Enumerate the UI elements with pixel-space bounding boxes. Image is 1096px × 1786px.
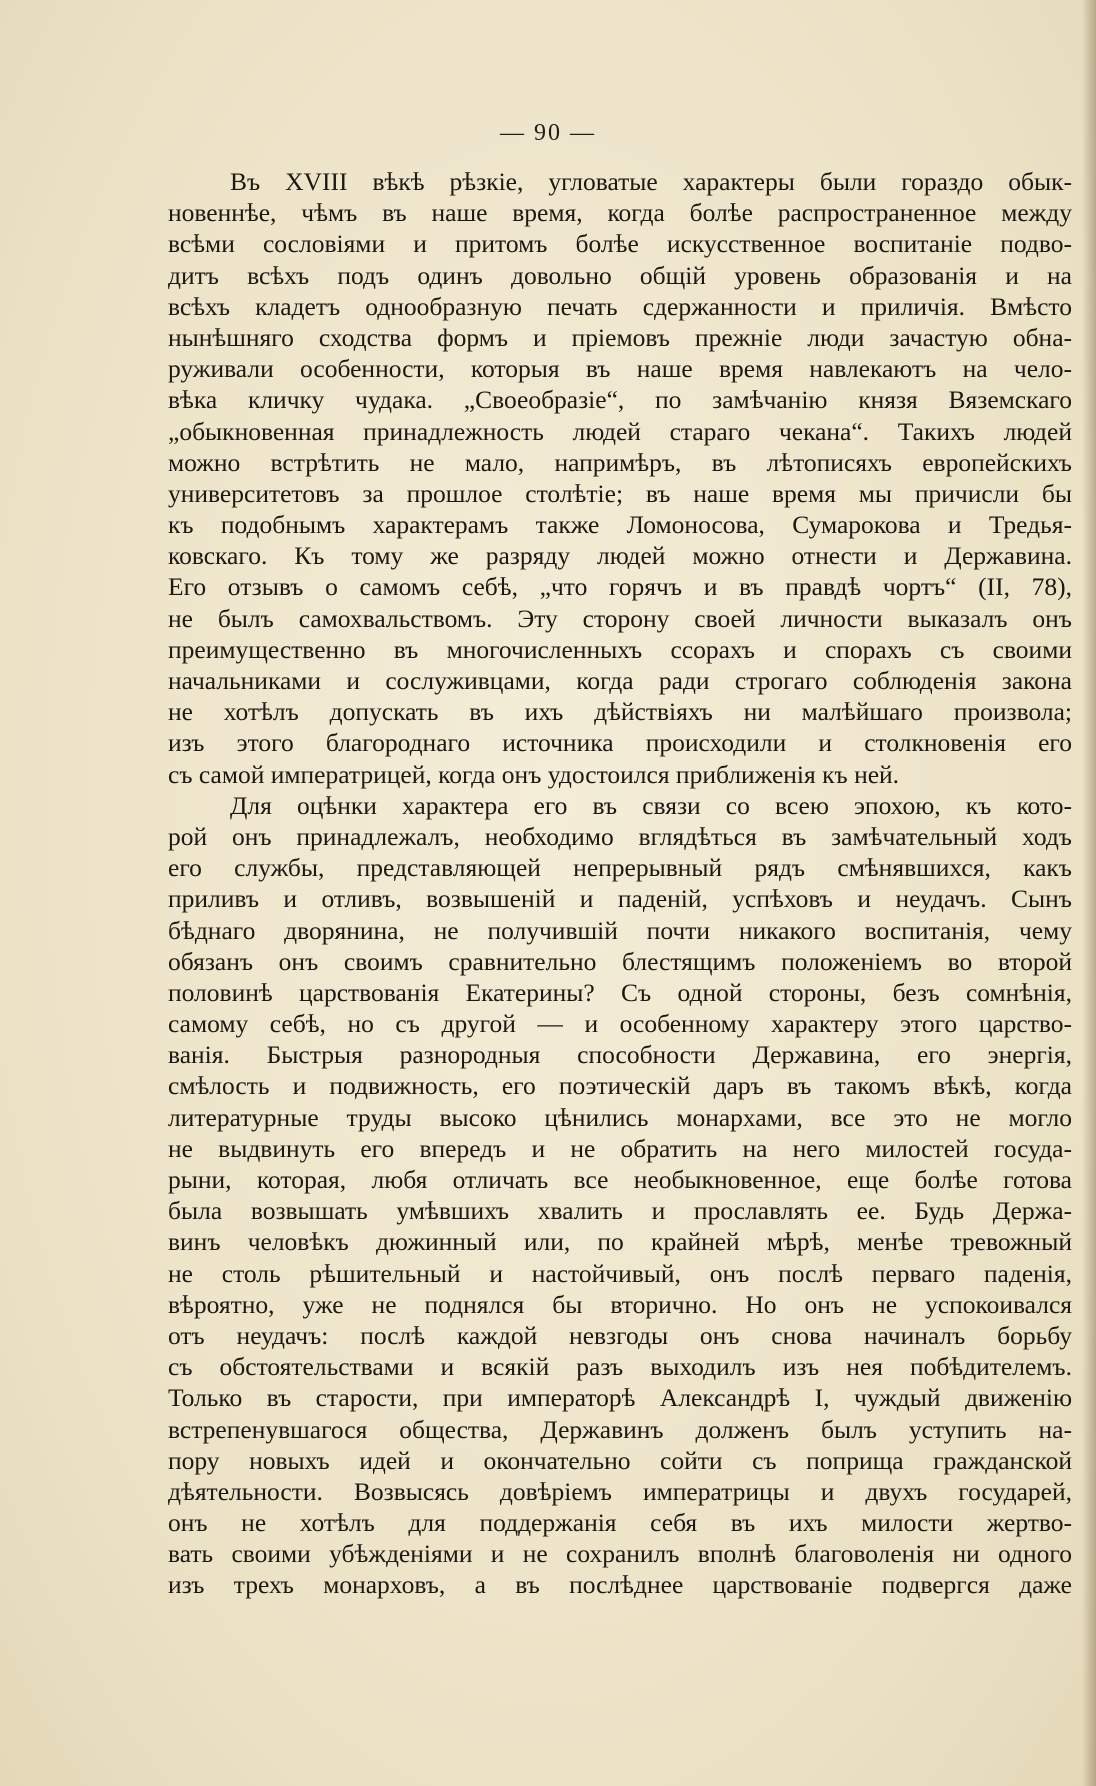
text-line: всѣхъ кладетъ однообразную печать сдержанности и приличія. Вмѣсто [168, 291, 1072, 321]
text-line: Его отзывъ о самомъ себѣ, „что горячъ и въ правдѣ чортъ“ (II, 78), [168, 572, 1072, 602]
text-line: пору новыхъ идей и окончательно сойти съ поприща гражданской [168, 1445, 1072, 1475]
text-line: ковскаго. Къ тому же разряду людей можно отнести и Державина. [168, 541, 1072, 571]
text-line: ванія. Быстрыя разнородныя способности Державина, его энергія, [168, 1040, 1072, 1070]
text-line: дѣятельности. Возвысясь довѣріемъ императрицы и двухъ государей, [168, 1476, 1072, 1506]
text-line: изъ этого благороднаго источника происходили и столкновенія его [168, 728, 1072, 758]
text-line: Только въ старости, при императорѣ Александрѣ I, чуждый движенію [168, 1383, 1072, 1413]
text-line: не хотѣлъ допускать въ ихъ дѣйствіяхъ ни малѣйшаго произвола; [168, 697, 1072, 727]
text-line: вѣроятно, уже не поднялся бы вторично. Но онъ не успокоивался [168, 1289, 1072, 1319]
text-line: была возвышать умѣвшихъ хвалить и прославлять ее. Будь Держа- [168, 1196, 1072, 1226]
paragraph-2 [168, 790, 1072, 1601]
text-line: нынѣшняго сходства формъ и пріемовъ прежніе люди зачастую обна- [168, 322, 1072, 352]
text-line: вать своими убѣжденіями и не сохранилъ вполнѣ благоволенія ни одного [168, 1539, 1072, 1569]
text-line: новеннѣе, чѣмъ въ наше время, когда болѣе распространенное между [168, 198, 1072, 228]
text-line: всѣми сословіями и притомъ болѣе искусственное воспитаніе подво- [168, 229, 1072, 259]
text-line: рой онъ принадлежалъ, необходимо вглядѣться въ замѣчательный ходъ [168, 821, 1072, 851]
text-line: Въ XVIII вѣкѣ рѣзкіе, угловатые характеры были гораздо обык- [230, 167, 1072, 196]
text-line: съ самой императрицей, когда онъ удостоился приближенія къ ней. [168, 759, 900, 789]
text-line: Для оцѣнки характера его въ связи со всею эпохою, къ кото- [230, 790, 1072, 820]
text-line: онъ не хотѣлъ для поддержанія себя въ ихъ милости жертво- [168, 1508, 1072, 1538]
text-line: обязанъ онъ своимъ сравнительно блестящимъ положеніемъ во второй [168, 946, 1072, 976]
text-line: можно встрѣтить не мало, напримѣръ, въ лѣтописяхъ европейскихъ [168, 447, 1072, 477]
paragraph-1 [168, 166, 1072, 790]
text-line: самому себѣ, но съ другой — и особенному характеру этого царство- [168, 1009, 1072, 1039]
page-number: — 90 — [500, 120, 596, 146]
text-line: руживали особенности, которыя въ наше время навлекаютъ на чело- [168, 354, 1072, 384]
text-line: не столь рѣшительный и настойчивый, онъ послѣ перваго паденія, [168, 1258, 1072, 1288]
text-line: половинѣ царствованія Екатерины? Съ одной стороны, безъ сомнѣнія, [168, 977, 1072, 1007]
text-line: отъ неудачъ: послѣ каждой невзгоды онъ снова начиналъ борьбу [168, 1320, 1072, 1350]
text-line: винъ человѣкъ дюжинный или, по крайней мѣрѣ, менѣе тревожный [168, 1227, 1072, 1257]
text-line: смѣлость и подвижность, его поэтическій даръ въ такомъ вѣкѣ, когда [168, 1071, 1072, 1101]
text-line: бѣднаго дворянина, не получившій почти никакого воспитанія, чему [168, 915, 1072, 945]
page-edge-shadow [1082, 0, 1096, 1786]
text-line: начальниками и сослуживцами, когда ради строгаго соблюденія закона [168, 666, 1072, 695]
text-line: университетовъ за прошлое столѣтіе; въ наше время мы причисли бы [168, 478, 1072, 508]
text-line: къ подобнымъ характерамъ также Ломоносова, Сумарокова и Тредья- [168, 510, 1072, 540]
text-line: не выдвинуть его впередъ и не обратить на него милостей госуда- [168, 1133, 1072, 1163]
text-line: не былъ самохвальствомъ. Эту сторону своей личности выказалъ онъ [168, 603, 1072, 633]
text-line: изъ трехъ монарховъ, а въ послѣднее царствованіе подвергся даже [168, 1570, 1072, 1600]
text-line: „обыкновенная принадлежность людей стараго чекана“. Такихъ людей [168, 416, 1072, 446]
text-line: приливъ и отливъ, возвышеній и паденій, успѣховъ и неудачъ. Сынъ [168, 884, 1072, 914]
text-line: встрепенувшагося общества, Державинъ долженъ былъ уступить на- [168, 1414, 1072, 1444]
text-line: его службы, представляющей непрерывный рядъ смѣнявшихся, какъ [168, 853, 1072, 883]
body-text [168, 166, 1072, 1601]
text-line: рыни, которая, любя отличать все необыкновенное, еще болѣе готова [168, 1165, 1072, 1194]
text-line: съ обстоятельствами и всякій разъ выходилъ изъ нея побѣдителемъ. [168, 1352, 1072, 1382]
text-line: литературные труды высоко цѣнились монархами, все это не могло [168, 1102, 1072, 1132]
text-line: вѣка кличку чудака. „Своеобразіе“, по замѣчанію князя Вяземскаго [168, 385, 1072, 415]
text-line: преимущественно въ многочисленныхъ ссорахъ и спорахъ съ своими [168, 634, 1072, 664]
text-line: дитъ всѣхъ подъ одинъ довольно общій уровень образованія и на [168, 260, 1072, 290]
